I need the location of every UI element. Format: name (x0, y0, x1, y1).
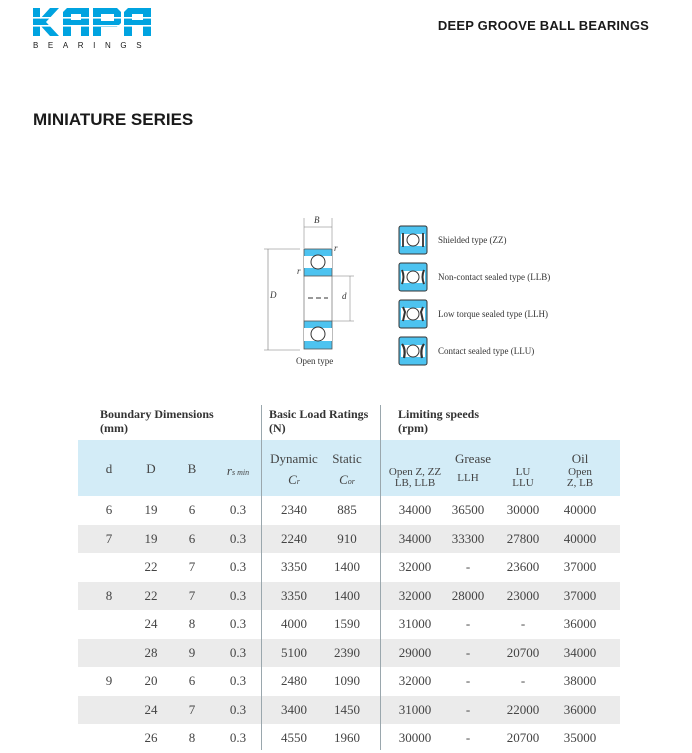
label-D: D (270, 290, 277, 300)
table-row (78, 724, 620, 753)
cell-g-llh: - (465, 673, 471, 688)
cell-g-open: 34000 (398, 502, 432, 517)
cell-B: 7 (188, 559, 196, 574)
cell-g-llh: 33300 (451, 530, 485, 546)
header-cr-subscript: r (296, 477, 300, 486)
cell-rs: 0.3 (229, 701, 247, 717)
cell-D: 24 (144, 701, 158, 717)
cell-d (98, 724, 120, 753)
group-title: Basic Load Ratings (269, 407, 369, 421)
cell-cr: 4000 (281, 616, 307, 631)
cell-D: 28 (144, 644, 158, 660)
group-limiting-speeds (398, 407, 479, 435)
legend-item-low-torque-sealed (398, 299, 598, 329)
header-d: d (105, 461, 113, 476)
header-line: LB, LLB (394, 477, 436, 489)
shielded-bearing-icon (398, 225, 428, 255)
cell-cr: 3350 (281, 559, 307, 574)
cell-d: 9 (105, 673, 113, 688)
cell-cor: 1960 (334, 730, 360, 745)
cell-rs: 0.3 (229, 559, 247, 574)
header-D: D (146, 461, 156, 476)
table-row (78, 525, 620, 554)
cell-g-llh: - (465, 644, 471, 660)
header-line: Open Z, ZZ (388, 466, 442, 478)
cell-cor: 1400 (334, 587, 360, 603)
cell-g-lu: 22000 (506, 701, 540, 717)
header-open-z-lb (555, 467, 605, 489)
header-B: B (187, 461, 197, 476)
cell-g-open: 34000 (398, 530, 432, 546)
table-row (78, 496, 620, 525)
cell-B: 6 (188, 502, 196, 517)
cell-oil: 36000 (563, 701, 597, 717)
cell-cor: 2390 (334, 644, 360, 660)
header-lu-llu (503, 467, 543, 489)
cell-cor: 1090 (334, 673, 360, 688)
cell-cor: 1450 (334, 701, 360, 717)
cell-D: 19 (144, 530, 158, 546)
legend-label: Contact sealed type (LLU) (438, 346, 535, 356)
cell-g-lu: 27800 (506, 530, 540, 546)
cell-cor: 910 (337, 530, 357, 546)
cell-cor: 1590 (334, 616, 360, 631)
group-basic-load-ratings (269, 407, 368, 435)
group-unit: (rpm) (398, 421, 428, 435)
cell-d (98, 553, 120, 582)
cell-d (98, 610, 120, 639)
cell-g-open: 32000 (398, 559, 432, 574)
group-boundary-dimensions (100, 407, 214, 435)
header-static: Static (332, 451, 362, 466)
group-title: Limiting speeds (398, 407, 480, 421)
cell-B: 6 (188, 530, 196, 546)
cell-g-open: 32000 (398, 673, 432, 688)
legend-item-shielded (398, 225, 598, 255)
cell-g-open: 32000 (398, 587, 432, 603)
header-cor (324, 471, 370, 489)
cell-oil: 37000 (563, 559, 597, 574)
cell-cr: 2480 (281, 673, 307, 688)
cell-B: 9 (188, 644, 196, 660)
legend-item-contact-sealed (398, 336, 598, 366)
cell-cor: 1400 (334, 559, 360, 574)
cell-oil: 34000 (563, 644, 597, 660)
cell-g-llh: - (465, 616, 471, 631)
cell-g-lu: 20700 (506, 644, 540, 660)
cell-rs: 0.3 (229, 673, 247, 688)
cell-D: 26 (144, 730, 158, 745)
cell-oil: 37000 (563, 587, 597, 603)
header-rs-min (218, 462, 258, 480)
header-cor-symbol: C (339, 472, 348, 487)
header-dynamic: Dynamic (270, 451, 318, 466)
cell-g-open: 31000 (398, 701, 432, 717)
header-oil: Oil (571, 451, 589, 466)
cell-D: 20 (144, 673, 158, 688)
cell-g-lu: 30000 (506, 502, 540, 517)
cell-B: 7 (188, 701, 196, 717)
cell-cr: 2340 (281, 502, 307, 517)
header-cr (264, 471, 324, 489)
cell-g-open: 29000 (398, 644, 432, 660)
cell-g-llh: - (465, 559, 471, 574)
cell-oil: 40000 (563, 502, 597, 517)
label-B: B (314, 215, 320, 225)
cell-cr: 4550 (281, 730, 307, 745)
header-cor-subscript: or (347, 477, 355, 486)
header-grease: Grease (454, 451, 492, 466)
diagram-caption: Open type (296, 356, 334, 366)
table-row (78, 582, 620, 611)
column-divider (261, 405, 262, 750)
document-title: DEEP GROOVE BALL BEARINGS (437, 18, 649, 33)
cell-rs: 0.3 (229, 730, 247, 745)
legend-label: Non-contact sealed type (LLB) (438, 272, 551, 282)
cell-oil: 35000 (563, 730, 597, 745)
cell-g-lu: - (520, 616, 526, 631)
header-line: LU (515, 466, 531, 478)
table-row (78, 639, 620, 668)
cell-B: 8 (188, 730, 196, 745)
cell-oil: 40000 (563, 530, 597, 546)
page-title: MINIATURE SERIES (33, 110, 194, 129)
cell-d (98, 639, 120, 668)
cell-B: 8 (188, 616, 196, 631)
cell-rs: 0.3 (229, 502, 247, 517)
cell-d: 6 (105, 502, 113, 517)
non-contact-sealed-bearing-icon (398, 262, 428, 292)
header-llh: LLH (457, 472, 479, 484)
header-line: LLU (512, 477, 534, 489)
cell-D: 19 (144, 502, 158, 517)
column-divider (380, 405, 381, 750)
table-row (78, 610, 620, 639)
group-title: Boundary Dimensions (100, 407, 214, 421)
cell-g-lu: 20700 (506, 730, 540, 745)
header-open-z-zz (380, 467, 450, 489)
cell-rs: 0.3 (229, 587, 247, 603)
cell-B: 7 (188, 587, 196, 603)
legend-item-non-contact-sealed (398, 262, 598, 292)
kapa-logo (33, 8, 152, 50)
cell-g-llh: - (465, 701, 471, 717)
cell-d: 8 (105, 587, 113, 603)
cell-cr: 2240 (281, 530, 307, 546)
cell-oil: 38000 (563, 673, 597, 688)
cell-rs: 0.3 (229, 530, 247, 546)
label-d: d (342, 291, 347, 301)
group-unit: (mm) (100, 421, 128, 435)
cell-g-open: 30000 (398, 730, 432, 745)
cell-g-lu: - (520, 673, 526, 688)
cell-d (98, 696, 120, 725)
cell-g-llh: 36500 (451, 502, 485, 517)
cell-d: 7 (105, 530, 113, 546)
header-rs-subscript: s min (231, 468, 250, 477)
header-rs-symbol: r (226, 463, 232, 478)
cell-g-llh: - (465, 730, 471, 745)
label-r-side: r (297, 266, 301, 276)
cell-g-lu: 23000 (506, 587, 540, 603)
table-row (78, 696, 620, 725)
cell-cr: 3350 (281, 587, 307, 603)
cell-oil: 36000 (563, 616, 597, 631)
header-line: Open (568, 466, 592, 478)
cell-B: 6 (188, 673, 196, 688)
low-torque-sealed-bearing-icon (398, 299, 428, 329)
header-cr-symbol: C (288, 472, 297, 487)
kapa-logo-mark (33, 8, 151, 36)
cell-D: 22 (144, 559, 158, 574)
cell-g-llh: 28000 (451, 587, 485, 603)
cell-cr: 5100 (281, 644, 307, 660)
cell-g-open: 31000 (398, 616, 432, 631)
cell-rs: 0.3 (229, 644, 247, 660)
legend-label: Shielded type (ZZ) (438, 235, 507, 245)
table-header (78, 440, 620, 496)
cell-cr: 3400 (281, 701, 307, 717)
cell-g-lu: 23600 (506, 559, 540, 574)
group-unit: (N) (269, 421, 286, 435)
logo-subtext: BEARINGS (33, 41, 152, 50)
label-r-top: r (334, 243, 338, 253)
cell-rs: 0.3 (229, 616, 247, 631)
contact-sealed-bearing-icon (398, 336, 428, 366)
table-row (78, 667, 620, 696)
table-row (78, 553, 620, 582)
cell-D: 24 (144, 616, 158, 631)
cell-cor: 885 (337, 502, 357, 517)
header-line: Z, LB (566, 477, 594, 489)
legend-label: Low torque sealed type (LLH) (438, 309, 548, 319)
cell-D: 22 (144, 587, 158, 603)
